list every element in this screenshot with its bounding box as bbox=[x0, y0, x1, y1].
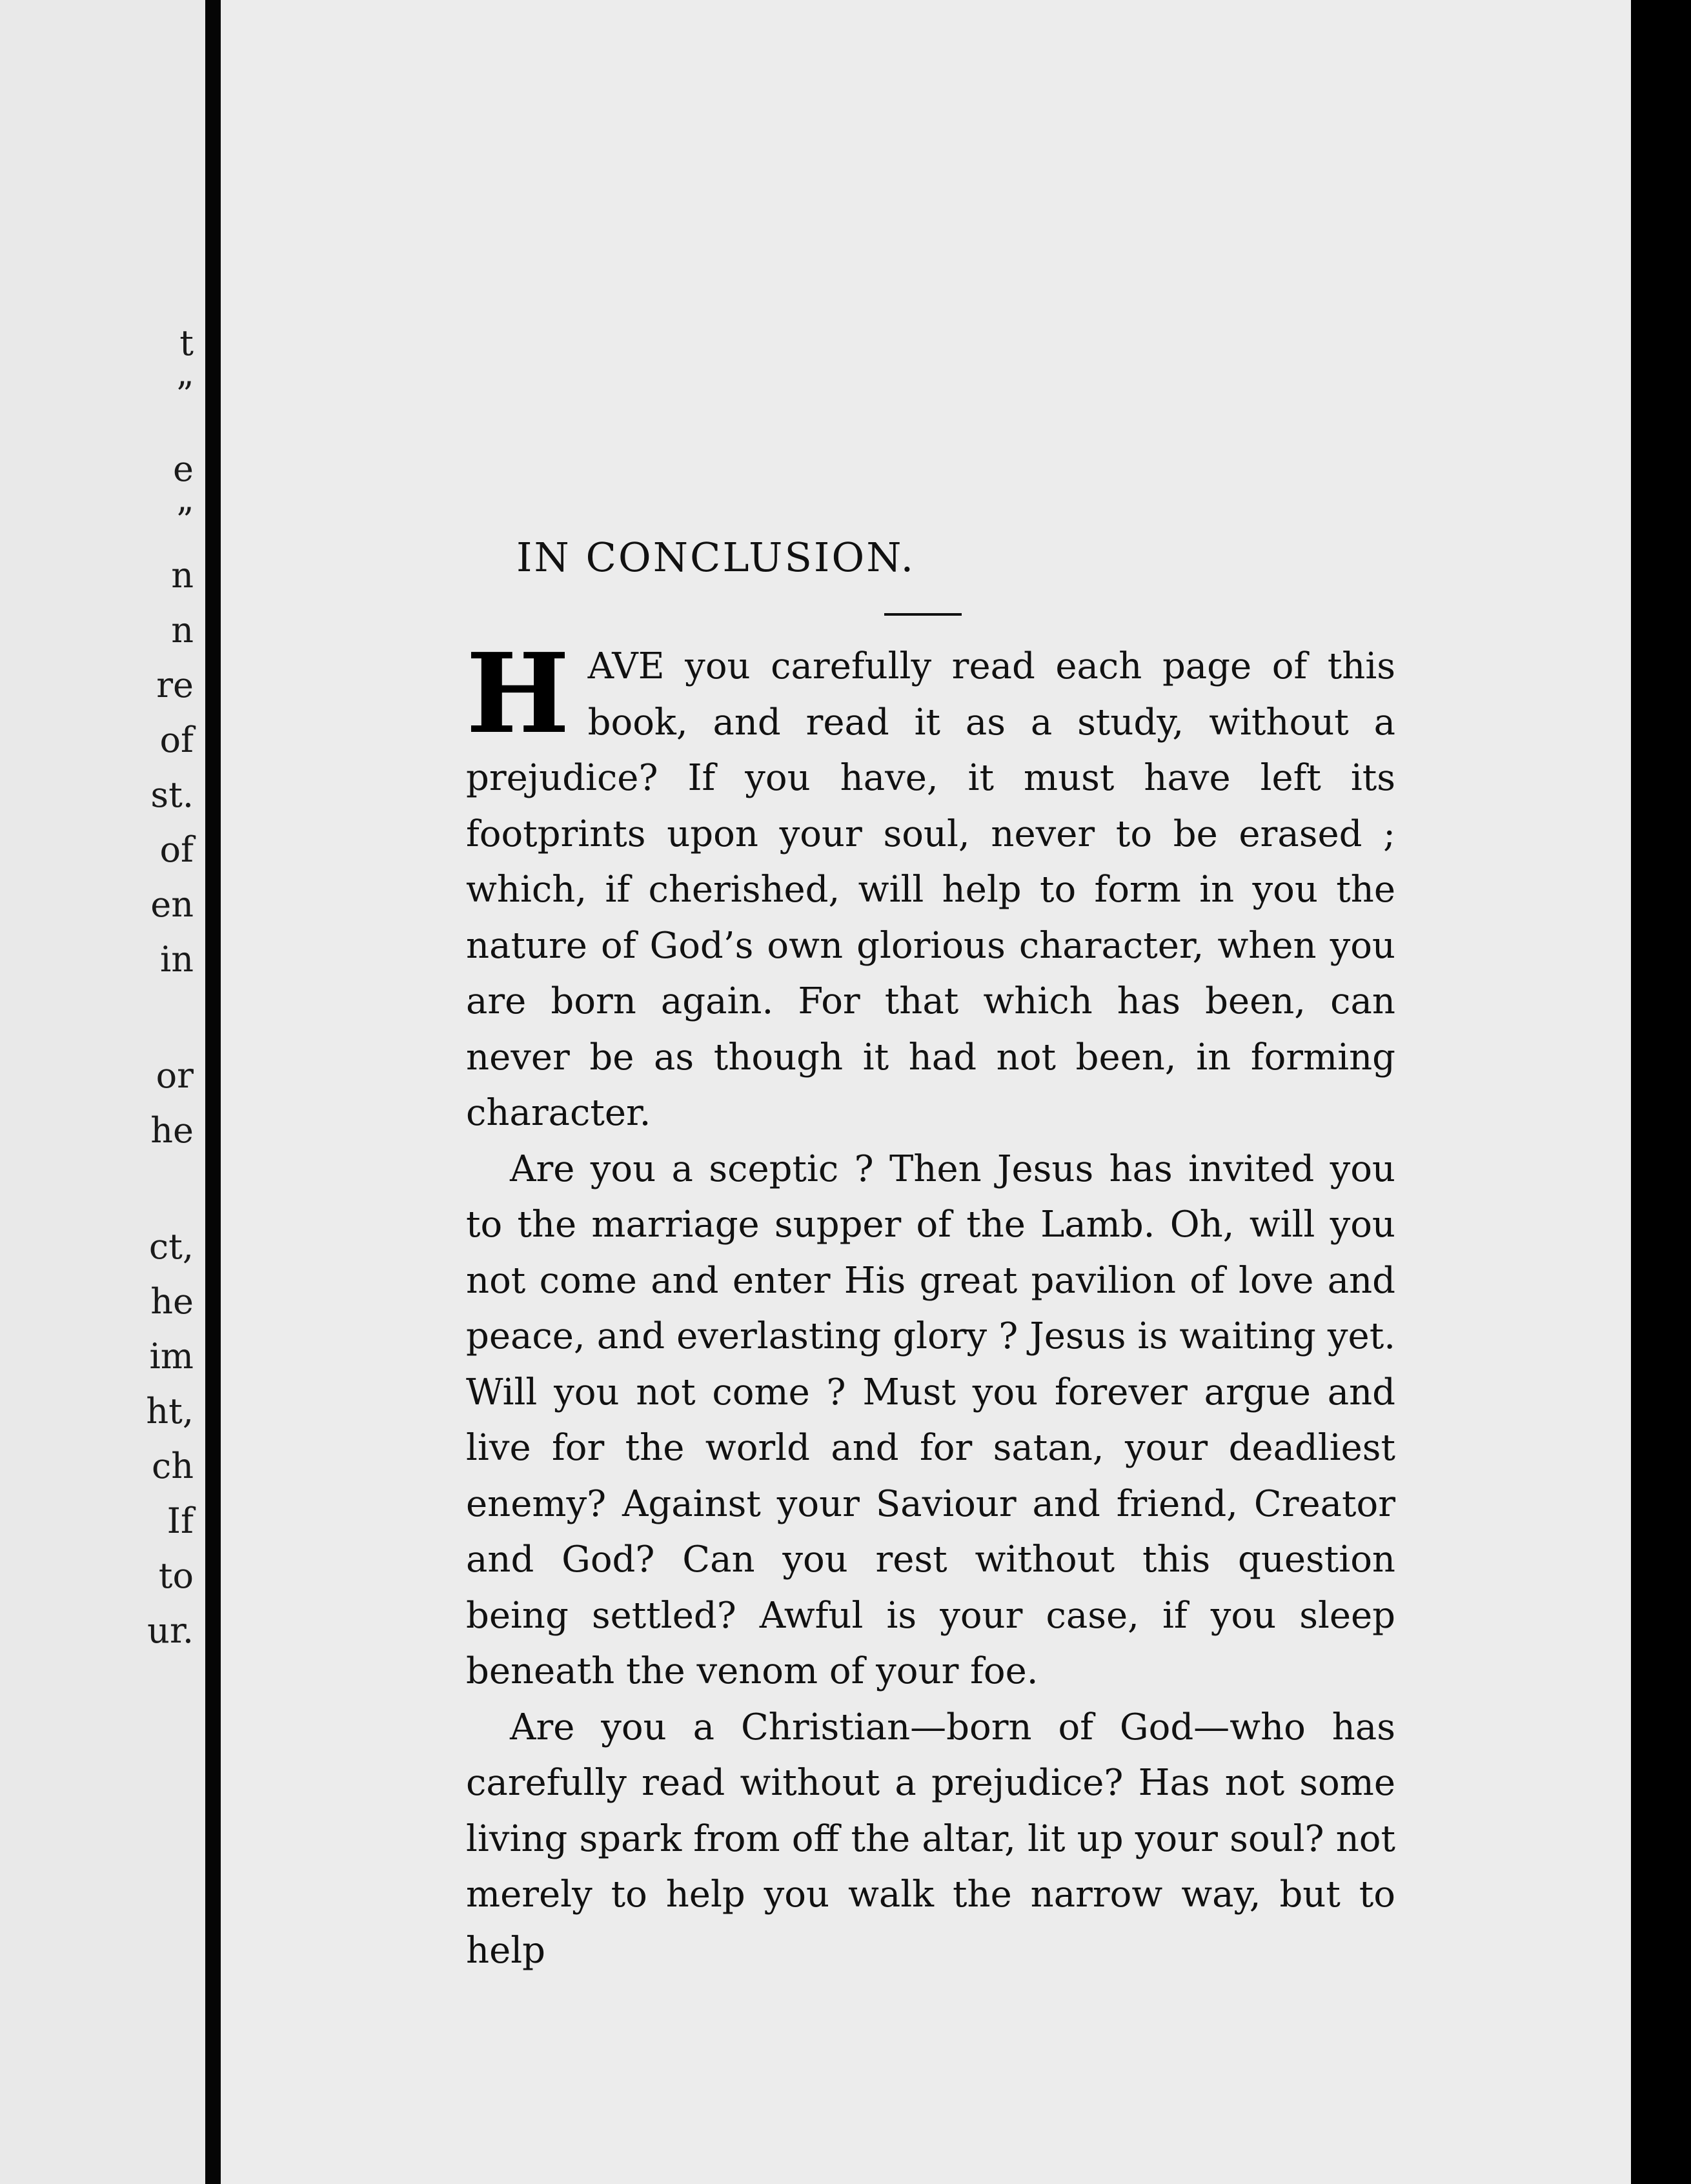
chapter-title: IN CONCLUSION. bbox=[516, 534, 916, 581]
page-edge-shadow bbox=[1631, 0, 1691, 2184]
left-page-fragment: n bbox=[171, 610, 194, 651]
left-page-fragment: he bbox=[150, 1110, 194, 1151]
left-page-fragment: t bbox=[179, 323, 194, 363]
left-page-fragment: ch bbox=[151, 1446, 194, 1486]
left-page-fragment: n bbox=[171, 555, 194, 596]
left-page-fragment: If bbox=[167, 1501, 194, 1541]
book-gutter bbox=[205, 0, 221, 2184]
paragraph-1-text: AVE you carefully read each page of this book, and read it as a study, without a prejudice? If you have, it must have left its footprints upon your soul, never to be erased ; which, if cherished, will help to form in you the nature of God’s own glorious character, when you are born again. For that which has been, can never be as though it had not been, in forming character. bbox=[466, 645, 1395, 1134]
paragraph-1 bbox=[466, 629, 1395, 1142]
left-page-fragment: ht, bbox=[146, 1391, 194, 1431]
left-page-fragment: en bbox=[150, 884, 194, 925]
left-page-fragment: he bbox=[150, 1281, 194, 1322]
paragraph-2: Are you a sceptic ? Then Jesus has invited you to the marriage supper of the Lamb. Oh, will you not come and enter His great pavilion of love and peace, and everlasting glory ? Jesus is waiting yet. Will you not come ? Must you forever argue and live for the world and for satan, your deadliest enemy? Against your Saviour and friend, Creator and God? Can you rest without this question being settled? Awful is your case, if you sleep beneath the venom of your foe. bbox=[466, 1148, 1395, 1692]
left-page-fragment: ur. bbox=[147, 1610, 194, 1651]
left-page-fragment: of bbox=[159, 720, 194, 760]
left-page-fragment: e bbox=[173, 449, 194, 489]
left-page-fragment: ct, bbox=[148, 1226, 194, 1267]
body-text bbox=[466, 629, 1395, 1979]
left-page-fragment: to bbox=[158, 1555, 194, 1596]
left-page-fragment: ” bbox=[176, 374, 194, 415]
left-page-fragment: or bbox=[156, 1055, 194, 1096]
left-page-fragment: of bbox=[159, 829, 194, 870]
title-rule bbox=[884, 613, 962, 616]
paragraph-3: Are you a Christian—born of God—who has carefully read without a prejudice? Has not some living spark from off the altar, lit up your soul? not merely to help you walk the narrow way, but to help bbox=[466, 1706, 1395, 1972]
drop-cap: H bbox=[466, 629, 570, 758]
left-page-fragment: ” bbox=[176, 500, 194, 541]
left-page-fragment: in bbox=[159, 939, 194, 980]
left-page-edge bbox=[0, 0, 205, 2184]
left-page-fragment: st. bbox=[150, 774, 194, 815]
left-page-fragment: re bbox=[156, 665, 194, 705]
left-page-fragment: im bbox=[149, 1336, 194, 1377]
